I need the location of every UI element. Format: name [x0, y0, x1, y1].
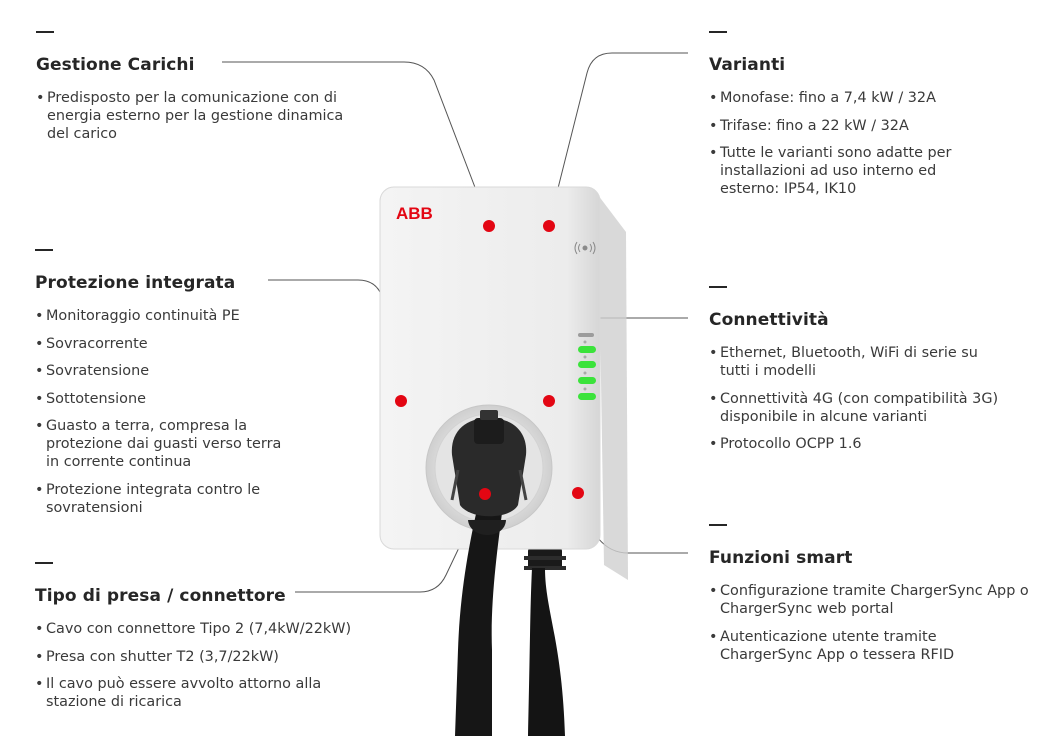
- section-gestione-carichi: [36, 31, 366, 153]
- section-dash: [709, 524, 727, 526]
- list-item: • Sottotensione: [35, 390, 290, 408]
- device-shadow: [598, 195, 628, 580]
- hotspot-connettivita: [543, 395, 555, 407]
- list-item: • Sovracorrente: [35, 335, 290, 353]
- section-dash: [35, 562, 53, 564]
- section-protezione-integrata: [35, 249, 290, 526]
- section-connettivita: [709, 286, 1009, 463]
- list-item: • Configurazione tramite ChargerSync App o ChargerSync web portal: [709, 582, 1029, 618]
- section-dash: [35, 249, 53, 251]
- list-item: • Predisposto per la comunicazione con di energia esterno per la gestione dinamica del carico: [36, 89, 366, 143]
- bullet-list: [709, 89, 999, 198]
- section-dash: [709, 31, 727, 33]
- list-item: • Sovratensione: [35, 362, 290, 380]
- list-item: • Guasto a terra, compresa la protezione dai guasti verso terra in corrente continua: [35, 417, 290, 471]
- section-title: Tipo di presa / connettore: [35, 586, 286, 606]
- section-title: Funzioni smart: [709, 548, 853, 568]
- hotspot-smart: [572, 487, 584, 499]
- section-dash: [709, 286, 727, 288]
- list-item: • Monitoraggio continuità PE: [35, 307, 290, 325]
- bullet-list: [709, 582, 1029, 664]
- hotspot-varianti: [543, 220, 555, 232]
- list-item: • Connettività 4G (con compatibilità 3G) disponibile in alcune varianti: [709, 390, 1009, 426]
- section-tipo-presa: [35, 562, 365, 721]
- cable-rear: [524, 548, 566, 736]
- section-title: Gestione Carichi: [36, 55, 195, 75]
- list-item: • Monofase: fino a 7,4 kW / 32A: [709, 89, 999, 107]
- list-item: • Autenticazione utente tramite ChargerSync App o tessera RFID: [709, 628, 1029, 664]
- section-title: Varianti: [709, 55, 786, 75]
- list-item: • Ethernet, Bluetooth, WiFi di serie su tutti i modelli: [709, 344, 1009, 380]
- abb-logo: [396, 204, 433, 223]
- section-varianti: [709, 31, 999, 208]
- hotspot-protezione: [395, 395, 407, 407]
- hotspot-tipo: [479, 488, 491, 500]
- list-item: • Protezione integrata contro le sovratensioni: [35, 481, 290, 517]
- list-item: • Il cavo può essere avvolto attorno alla stazione di ricarica: [35, 675, 365, 711]
- list-item: • Trifase: fino a 22 kW / 32A: [709, 117, 999, 135]
- section-dash: [36, 31, 54, 33]
- connector-plug: [452, 410, 526, 736]
- bullet-list: [36, 89, 366, 143]
- list-item: • Presa con shutter T2 (3,7/22kW): [35, 648, 365, 666]
- bullet-list: [35, 620, 365, 711]
- section-title: Protezione integrata: [35, 273, 236, 293]
- section-funzioni-smart: [709, 524, 1029, 673]
- list-item: • Protocollo OCPP 1.6: [709, 435, 1009, 453]
- bullet-list: [35, 307, 290, 517]
- section-title: Connettività: [709, 310, 829, 330]
- svg-text:ABB: ABB: [396, 204, 433, 223]
- list-item: • Tutte le varianti sono adatte per installazioni ad uso interno ed esterno: IP54, IK10: [709, 144, 999, 198]
- list-item: • Cavo con connettore Tipo 2 (7,4kW/22kW): [35, 620, 365, 638]
- bullet-list: [709, 344, 1009, 453]
- hotspot-gestione: [483, 220, 495, 232]
